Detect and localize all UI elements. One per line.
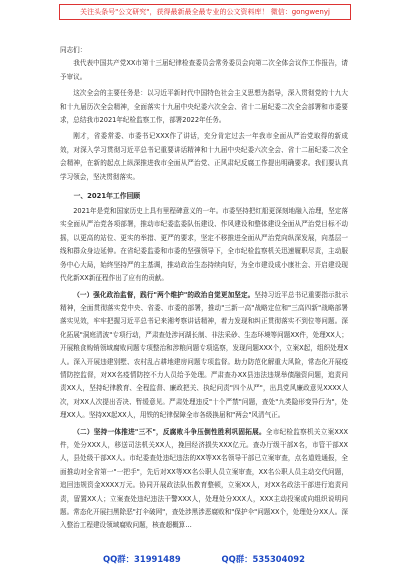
footer-qq2: 535304092: [252, 554, 305, 564]
paragraph-anti-corruption-text: 全市纪检监察机关立案XXX件，处分XXX人，移送司法机关XX人，挽回经济损失XXX亿元。查办厅级干部X名，市管干部XX人，县处级干部XX人。市纪委查处违纪违法的XX等XX名领导干部已立案审查，点名道姓通报，全面推动对全省第一"一把手"，先后对XX等XX名公职人员立案审查，XX名公职人员主动交代问题，追回违规资金XXXX万元。协同开展政法队伍教育整顿，立案XX人，对XX名政法干部进行追责问责，留置XX人；立案查处违纪违法干警XXX人，处理处分XXX人，XXX主动投案或向组织说明问题。常态化开展扫黑除恶"打伞破网"，查处涉黑涉恶腐败和"保护伞"问题XX个，处理处分XX人。深入整治工程建设领域腐败问题，核查超概算…: [60, 427, 348, 530]
section-heading-review: 一、2021年工作回顾: [73, 192, 141, 201]
subheading-anti-corruption: （二）坚持一体推进"三不"，反腐败斗争压倒性胜利巩固拓展。: [73, 427, 266, 436]
paragraph-intro: 我代表中国共产党XX市第十三届纪律检查委员会常务委员会向第二次全体会议作工作报告，请予审议。: [60, 59, 348, 81]
footer-qq1-label: QQ群：: [103, 554, 135, 564]
paragraph-speech: 刚才，省委常委、市委书记XXX作了讲话，充分肯定过去一年我市全面从严治党取得的新成效，对深入学习贯彻习近平总书记重要讲话精神和十九届中央纪委六次全会、省十二届纪委二次全会精神，在新的起点上纵深推进我市全面从严治党、正风肃纪反腐工作提出明确要求。我们要认真学习领会，坚决贯彻落实。: [60, 132, 348, 181]
paragraph-overview: 2021年是党和国家历史上具有里程碑意义的一年。市委坚持把红船更深刻地融入治理，坚定落实全面从严治党各项部署，推动市纪委监委队伍建设、作风建设和整体建设全面从严治党目标不动摇，以更高的站位、更实的举措、更严的要求，坚定不移推进全面从严治党向纵深发展，向基层一线和群众身边延伸。在省纪委监委和市委的坚强领导下，全市纪检监察机关迅速履职尽责，主动服务中心大局，始终坚持严的主基调，推动政治生态持续向好，为全市建设成小康社会、开启建设现代化新XX新征程作出了应有的贡献。: [60, 207, 348, 283]
paragraph-political-supervision-text: 坚持习近平总书记重要指示批示精神，全面贯彻落实党中央、省委、市委的部署，推动"三新一高"战略定位和"三高四新"战略部署落实见效，牢牢把握习近平总书记来湘考察讲话精神，着力发现和纠正贯彻落实不到位等问题。深化拓展"洞庭清波"专项行动，严肃查处涉河湖长制、非法采砂、生态环境等问题XX件，处理XX人；开展粮食购销领域腐败问题专项整治和涉粮问题专项巡察，发现问题XXX个，立案X起，组织处理X人。深入开展违建别墅、农村乱占耕地建房问题专项监督。助力防范化解重大风险，常态化开展疫情防控监督，对XX名疫情防控不力人员给予处理。严肃查办XX县违法违规举债融资问题，追责问责XX人，坚持纪律教育、全程监督、廉政把关、执纪问责"四个从严"，出具党风廉政意见XXXX人次，对XX人次提出否决、暂缓意见。严肃处理违反"十个严禁"问题，查处"九类隐形变异行为"，处理XX人。坚持XX起XX人，用铁的纪律保障全市各级换届和"两会"风清气正。: [60, 290, 348, 420]
paragraph-political-supervision: [60, 289, 348, 423]
subheading-political-supervision: （一）强化政治监督，践行"两个维护"的政治自觉更加坚定。: [73, 290, 255, 299]
promo-banner: 关注头条号"公文研究"，获得最新最全最专业的公文资料库！ 微信：gongwenyj: [59, 4, 351, 20]
footer-qq1: 31991489: [134, 554, 181, 564]
greeting: 同志们：: [60, 46, 87, 54]
footer-contact: [0, 553, 408, 567]
paragraph-anti-corruption: [60, 426, 348, 533]
footer-qq2-label: QQ群：: [221, 554, 253, 564]
report-body: [60, 44, 348, 533]
paragraph-tasks: 这次全会的主要任务是：以习近平新时代中国特色社会主义思想为指导，深入贯彻党的十九大和十九届历次全会精神，全面落实十九届中央纪委六次全会、省十二届纪委二次全会部署和市委要求，总结我市2021年纪检监察工作，部署2022年任务。: [60, 89, 348, 125]
